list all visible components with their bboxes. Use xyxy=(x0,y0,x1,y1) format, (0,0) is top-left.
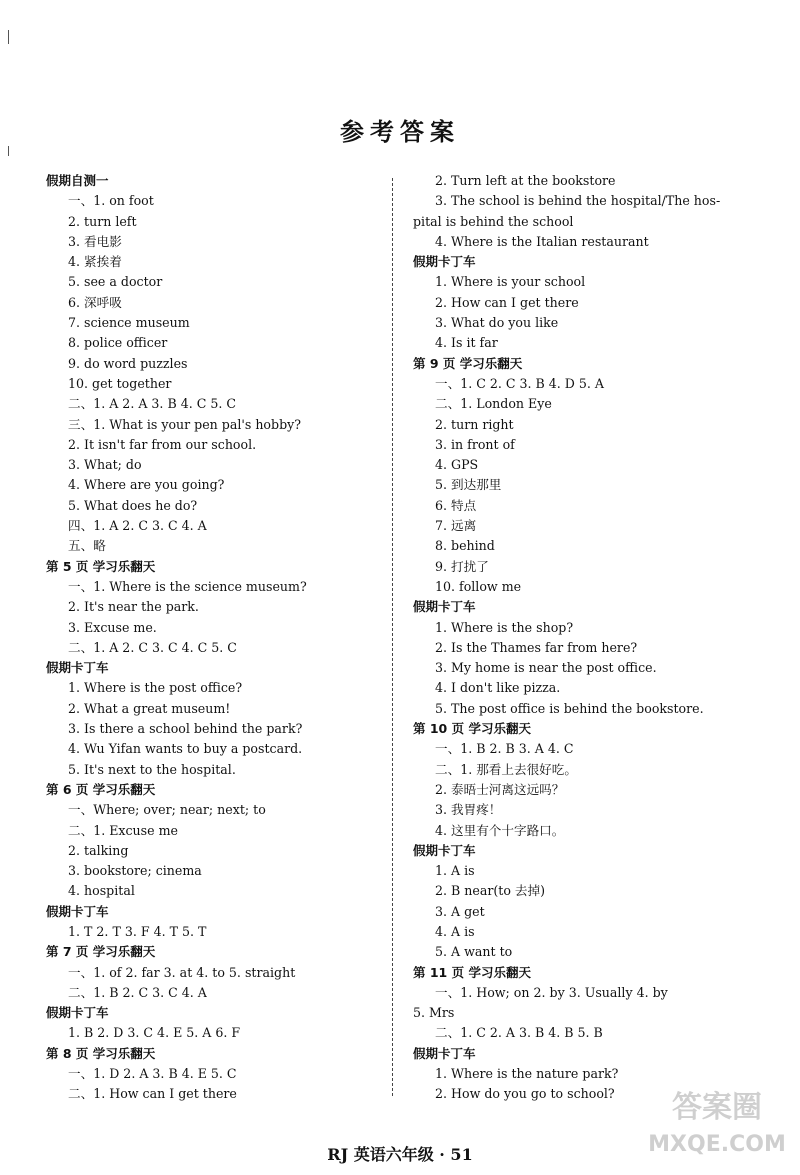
answer-line: 9. do word puzzles xyxy=(68,355,188,371)
answer-line: pital is behind the school xyxy=(413,213,574,229)
binding-mark xyxy=(8,146,9,156)
answer-line: 5. What does he do? xyxy=(68,497,198,513)
answer-line: 一、1. on foot xyxy=(68,193,154,209)
column-divider xyxy=(392,178,393,1096)
answer-line: 2. It isn't far from our school. xyxy=(68,436,257,452)
answer-line: 6. 特点 xyxy=(435,497,477,513)
answer-line: 4. A is xyxy=(435,923,475,939)
section-heading: 第 5 页 学习乐翻天 xyxy=(46,558,156,574)
answer-line: 3. Excuse me. xyxy=(68,619,157,635)
answer-line: 3. What do you like xyxy=(435,315,559,331)
answer-line: 2. B near(to 去掉) xyxy=(435,883,546,899)
answer-line: 3. The school is behind the hospital/The hos- xyxy=(435,193,721,209)
answer-line: 二、1. C 2. A 3. B 4. B 5. B xyxy=(435,1025,603,1041)
answer-line: 3. bookstore; cinema xyxy=(68,863,202,879)
answer-line: 二、1. How can I get there xyxy=(68,1086,237,1102)
answer-line: 一、Where; over; near; next; to xyxy=(68,802,266,818)
answer-line: 1. A is xyxy=(435,863,475,879)
answer-line: 1. Where is the post office? xyxy=(68,680,243,696)
answer-line: 5. The post office is behind the bookstore. xyxy=(435,700,704,716)
answer-line: 2. How do you go to school? xyxy=(435,1086,615,1102)
answer-line: 3. What; do xyxy=(68,457,142,473)
section-heading: 第 11 页 学习乐翻天 xyxy=(413,964,531,980)
answer-line: 2. turn right xyxy=(435,416,514,432)
answer-line: 二、1. London Eye xyxy=(435,396,552,412)
section-heading: 假期卡丁车 xyxy=(46,1005,109,1021)
answer-line: 4. GPS xyxy=(435,457,479,473)
answer-line: 3. Is there a school behind the park? xyxy=(68,721,303,737)
answer-line: 5. It's next to the hospital. xyxy=(68,761,236,777)
answer-line: 二、1. A 2. A 3. B 4. C 5. C xyxy=(68,396,237,412)
answer-line: 一、1. C 2. C 3. B 4. D 5. A xyxy=(435,375,605,391)
answer-line: 2. How can I get there xyxy=(435,294,579,310)
section-heading: 第 6 页 学习乐翻天 xyxy=(46,781,156,797)
section-heading: 假期自测一 xyxy=(46,173,109,188)
answer-line: 8. behind xyxy=(435,538,495,554)
answer-line: 2. talking xyxy=(68,842,129,858)
answer-line: 五、略 xyxy=(68,538,106,554)
svg-text:MXQE.COM: MXQE.COM xyxy=(648,1132,786,1157)
answer-line: 3. 看电影 xyxy=(68,233,122,249)
answer-line: 1. Where is the shop? xyxy=(435,619,574,635)
answer-line: 一、1. How; on 2. by 3. Usually 4. by xyxy=(435,984,668,1000)
answer-line: 1. B 2. D 3. C 4. E 5. A 6. F xyxy=(68,1025,241,1041)
answer-line: 10. follow me xyxy=(435,578,522,594)
section-heading: 假期卡丁车 xyxy=(413,1045,476,1061)
answer-line: 一、1. of 2. far 3. at 4. to 5. straight xyxy=(68,964,296,980)
answer-line: 2. Turn left at the bookstore xyxy=(435,173,616,188)
answer-line: 7. science museum xyxy=(68,315,190,331)
section-heading: 假期卡丁车 xyxy=(46,660,109,676)
right-answer-column xyxy=(413,171,745,1105)
section-heading: 假期卡丁车 xyxy=(46,903,109,919)
answer-line: 一、1. Where is the science museum? xyxy=(68,578,307,594)
answer-line: 4. 这里有个十字路口。 xyxy=(435,822,565,838)
binding-mark xyxy=(8,30,9,44)
answer-line: 8. police officer xyxy=(68,335,168,351)
answer-line: 2. turn left xyxy=(68,213,137,229)
answer-line: 三、1. What is your pen pal's hobby? xyxy=(68,416,301,432)
answer-line: 4. Wu Yifan wants to buy a postcard. xyxy=(68,741,303,757)
answer-line: 7. 远离 xyxy=(435,518,477,534)
answer-line: 二、1. 那看上去很好吃。 xyxy=(435,761,577,777)
answer-line: 5. see a doctor xyxy=(68,274,163,290)
answer-line: 4. 紧挨着 xyxy=(68,254,122,270)
answer-line: 二、1. A 2. C 3. C 4. C 5. C xyxy=(68,639,237,655)
section-heading: 假期卡丁车 xyxy=(413,842,476,858)
answer-line: 3. 我胃疼！ xyxy=(435,802,502,818)
answer-line: 1. Where is the nature park? xyxy=(435,1066,619,1082)
answer-line: 2. It's near the park. xyxy=(68,599,199,615)
section-heading: 第 10 页 学习乐翻天 xyxy=(413,721,531,737)
answer-line: 四、1. A 2. C 3. C 4. A xyxy=(68,518,207,534)
answer-line: 1. T 2. T 3. F 4. T 5. T xyxy=(68,923,207,939)
answer-line: 1. Where is your school xyxy=(435,274,586,290)
page-footer: RJ 英语六年级 · 51 xyxy=(327,1145,473,1164)
answer-line: 5. 到达那里 xyxy=(435,477,502,493)
answer-line: 10. get together xyxy=(68,375,172,391)
answer-line: 4. I don't like pizza. xyxy=(435,680,561,696)
answer-line: 3. in front of xyxy=(435,436,515,452)
answer-line: 9. 打扰了 xyxy=(435,558,489,574)
section-heading: 第 8 页 学习乐翻天 xyxy=(46,1045,156,1061)
left-answer-column xyxy=(46,171,406,1105)
answer-line: 3. A get xyxy=(435,903,485,919)
answer-line: 二、1. B 2. C 3. C 4. A xyxy=(68,984,207,1000)
section-heading: 假期卡丁车 xyxy=(413,254,476,270)
answer-line: 一、1. B 2. B 3. A 4. C xyxy=(435,741,574,757)
answer-line: 6. 深呼吸 xyxy=(68,294,122,310)
answer-line: 5. Mrs xyxy=(413,1005,455,1021)
answer-line: 2. 泰晤士河离这远吗？ xyxy=(435,781,565,797)
answer-line: 3. My home is near the post office. xyxy=(435,660,657,676)
answer-line: 二、1. Excuse me xyxy=(68,822,178,838)
answer-line: 5. A want to xyxy=(435,944,513,960)
svg-text:答案圈: 答案圈 xyxy=(672,1090,762,1125)
answer-line: 4. hospital xyxy=(68,883,135,899)
section-heading: 假期卡丁车 xyxy=(413,599,476,615)
answer-line: 一、1. D 2. A 3. B 4. E 5. C xyxy=(68,1066,237,1082)
section-heading: 第 9 页 学习乐翻天 xyxy=(413,355,523,371)
answer-line: 4. Is it far xyxy=(435,335,498,351)
page-title: 参考答案 xyxy=(340,117,460,146)
answer-line: 4. Where is the Italian restaurant xyxy=(435,233,649,249)
watermark-logo xyxy=(642,1075,792,1165)
answer-line: 4. Where are you going? xyxy=(68,477,225,493)
answer-line: 2. Is the Thames far from here? xyxy=(435,639,638,655)
section-heading: 第 7 页 学习乐翻天 xyxy=(46,944,156,960)
answer-line: 2. What a great museum! xyxy=(68,700,231,716)
